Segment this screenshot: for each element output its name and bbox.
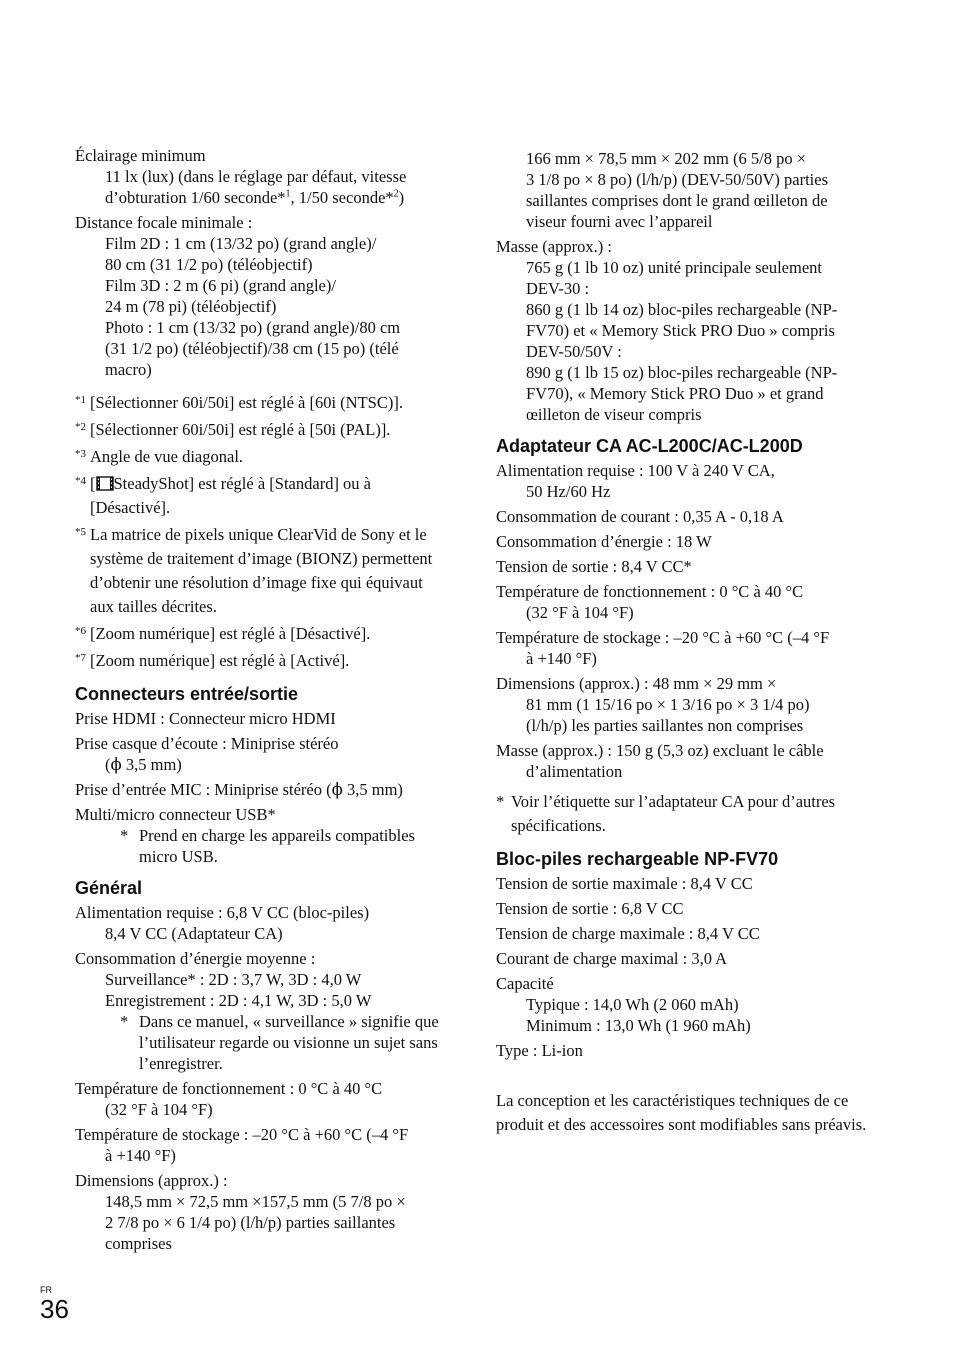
- spec-line: Température de fonctionnement : 0 °C à 40 °C: [496, 582, 804, 601]
- spec-line: Courant de charge maximal : 3,0 A: [496, 949, 728, 968]
- spec-line: comprises: [105, 1234, 172, 1253]
- distance-line: Film 2D : 1 cm (13/32 po) (grand angle)/: [105, 234, 377, 253]
- eclairage-line: 11 lx (lux) (dans le réglage par défaut, vitesse: [105, 167, 407, 186]
- spec-line: (l/h/p) les parties saillantes non comprises: [526, 716, 804, 735]
- distance-line: Photo : 1 cm (13/32 po) (grand angle)/80 cm: [105, 318, 401, 337]
- spec-line: 148,5 mm × 72,5 mm ×157,5 mm (5 7/8 po ×: [105, 1192, 406, 1211]
- spec-line: FV70), « Memory Stick PRO Duo » et grand: [526, 384, 824, 403]
- spec-line: à +140 °F): [526, 649, 597, 668]
- footnote: *5 La matrice de pixels unique ClearVid de Sony et le système de traitement d’image (BIONZ) permettent d’obtenir une résolution d’image fixe qui équivaut aux tailles décrites.: [75, 525, 433, 616]
- spec-line: d’alimentation: [526, 762, 623, 781]
- spec-line: Prise HDMI : Connecteur micro HDMI: [75, 709, 336, 728]
- spec-line: Surveillance* : 2D : 3,7 W, 3D : 4,0 W: [105, 970, 362, 989]
- film-icon: [96, 476, 114, 491]
- spec-line: (32 °F à 104 °F): [105, 1100, 213, 1119]
- spec-line: DEV-30 :: [526, 279, 590, 298]
- page-number: 36: [40, 1294, 69, 1324]
- usb-note: * Prend en charge les appareils compatibles micro USB.: [120, 826, 415, 866]
- spec-line: 50 Hz/60 Hz: [526, 482, 611, 501]
- right-column: [496, 148, 868, 1137]
- masse-title: Masse (approx.) :: [496, 237, 612, 256]
- left-column: [75, 145, 447, 1254]
- spec-line: FV70) et « Memory Stick PRO Duo » compris: [526, 321, 835, 340]
- spec-line: Type : Li-ion: [496, 1041, 583, 1060]
- distance-line: 80 cm (31 1/2 po) (téléobjectif): [105, 255, 313, 274]
- spec-line: 860 g (1 lb 14 oz) bloc-piles rechargeable (NP-: [526, 300, 838, 319]
- spec-line: Consommation d’énergie moyenne :: [75, 949, 316, 968]
- spec-line: (32 °F à 104 °F): [526, 603, 634, 622]
- spec-line: Température de stockage : –20 °C à +60 °C (–4 °F: [496, 628, 830, 647]
- spec-line: Prise d’entrée MIC : Miniprise stéréo (ϕ 3,5 mm): [75, 780, 403, 799]
- spec-line: Prise casque d’écoute : Miniprise stéréo: [75, 734, 339, 753]
- spec-line: Alimentation requise : 6,8 V CC (bloc-piles): [75, 903, 370, 922]
- footnote: *1 [Sélectionner 60i/50i] est réglé à [60i (NTSC)].: [75, 393, 403, 412]
- spec-line: 2 7/8 po × 6 1/4 po) (l/h/p) parties saillantes: [105, 1213, 396, 1232]
- spec-line: 765 g (1 lb 10 oz) unité principale seulement: [526, 258, 823, 277]
- spec-line: Dimensions (approx.) :: [75, 1171, 228, 1190]
- spec-line: (ϕ 3,5 mm): [105, 755, 182, 774]
- page-language: FR: [40, 1285, 52, 1295]
- spec-line: œilleton de viseur compris: [526, 405, 702, 424]
- distance-line: (31 1/2 po) (téléobjectif)/38 cm (15 po) (télé: [105, 339, 399, 358]
- spec-line: à +140 °F): [105, 1146, 176, 1165]
- section-heading-general: Général: [75, 878, 143, 898]
- spec-line: 3 1/8 po × 8 po) (l/h/p) (DEV-50/50V) parties: [526, 170, 828, 189]
- spec-line: 8,4 V CC (Adaptateur CA): [105, 924, 283, 943]
- spec-line: 890 g (1 lb 15 oz) bloc-piles rechargeable (NP-: [526, 363, 838, 382]
- spec-line: Consommation d’énergie : 18 W: [496, 532, 712, 551]
- spec-line: Température de fonctionnement : 0 °C à 40 °C: [75, 1079, 383, 1098]
- spec-line: Masse (approx.) : 150 g (5,3 oz) excluant le câble: [496, 741, 824, 760]
- spec-line: 81 mm (1 15/16 po × 1 3/16 po × 3 1/4 po): [526, 695, 810, 714]
- spec-line: Alimentation requise : 100 V à 240 V CA,: [496, 461, 775, 480]
- distance-title: Distance focale minimale :: [75, 213, 253, 232]
- section-heading-bloc-piles: Bloc-piles rechargeable NP-FV70: [496, 849, 779, 869]
- eclairage-line: d’obturation 1/60 seconde*$^1$, 1/50 seconde*$^2$): [105, 188, 405, 207]
- adaptateur-note: * Voir l’étiquette sur l’adaptateur CA pour d’autres spécifications.: [496, 792, 836, 835]
- spec-line: Enregistrement : 2D : 4,1 W, 3D : 5,0 W: [105, 991, 372, 1010]
- spec-line: saillantes comprises dont le grand œilleton de: [526, 191, 828, 210]
- spec-line: Tension de sortie : 6,8 V CC: [496, 899, 684, 918]
- footnote: *2 [Sélectionner 60i/50i] est réglé à [50i (PAL)].: [75, 420, 391, 439]
- surveillance-note: * Dans ce manuel, « surveillance » signifie que l’utilisateur regarde ou visionne un sujet sans l’enregistrer.: [120, 1012, 439, 1073]
- section-heading-adaptateur: Adaptateur CA AC-L200C/AC-L200D: [496, 436, 803, 456]
- spec-line: Capacité: [496, 974, 554, 993]
- spec-line: Température de stockage : –20 °C à +60 °C (–4 °F: [75, 1125, 409, 1144]
- spec-line: Tension de sortie : 8,4 V CC*: [496, 557, 692, 576]
- section-heading-connecteurs: Connecteurs entrée/sortie: [75, 684, 299, 704]
- closing-paragraph: La conception et les caractéristiques techniques de ce produit et des accessoires sont modifiables sans préavis.: [496, 1091, 867, 1134]
- spec-line: Tension de sortie maximale : 8,4 V CC: [496, 874, 753, 893]
- eclairage-title: Éclairage minimum: [75, 146, 206, 165]
- distance-line: Film 3D : 2 m (6 pi) (grand angle)/: [105, 276, 336, 295]
- distance-line: 24 m (78 pi) (téléobjectif): [105, 297, 277, 316]
- footnote: *6 [Zoom numérique] est réglé à [Désactivé].: [75, 624, 371, 643]
- distance-line: macro): [105, 360, 152, 379]
- spec-line: Typique : 14,0 Wh (2 060 mAh): [526, 995, 739, 1014]
- footnote: *7 [Zoom numérique] est réglé à [Activé].: [75, 651, 350, 670]
- spec-line: Dimensions (approx.) : 48 mm × 29 mm ×: [496, 674, 777, 693]
- spec-line: viseur fourni avec l’appareil: [526, 212, 713, 231]
- spec-line: DEV-50/50V :: [526, 342, 622, 361]
- spec-line: Multi/micro connecteur USB*: [75, 805, 276, 824]
- footnote: *4 [ SteadyShot] est réglé à [Standard] ou à [Désactivé].: [75, 474, 372, 517]
- footnote: *3 Angle de vue diagonal.: [75, 447, 244, 466]
- spec-line: Minimum : 13,0 Wh (1 960 mAh): [526, 1016, 751, 1035]
- spec-line: Consommation de courant : 0,35 A - 0,18 A: [496, 507, 784, 526]
- spec-line: Tension de charge maximale : 8,4 V CC: [496, 924, 760, 943]
- spec-line: 166 mm × 78,5 mm × 202 mm (6 5/8 po ×: [526, 149, 807, 168]
